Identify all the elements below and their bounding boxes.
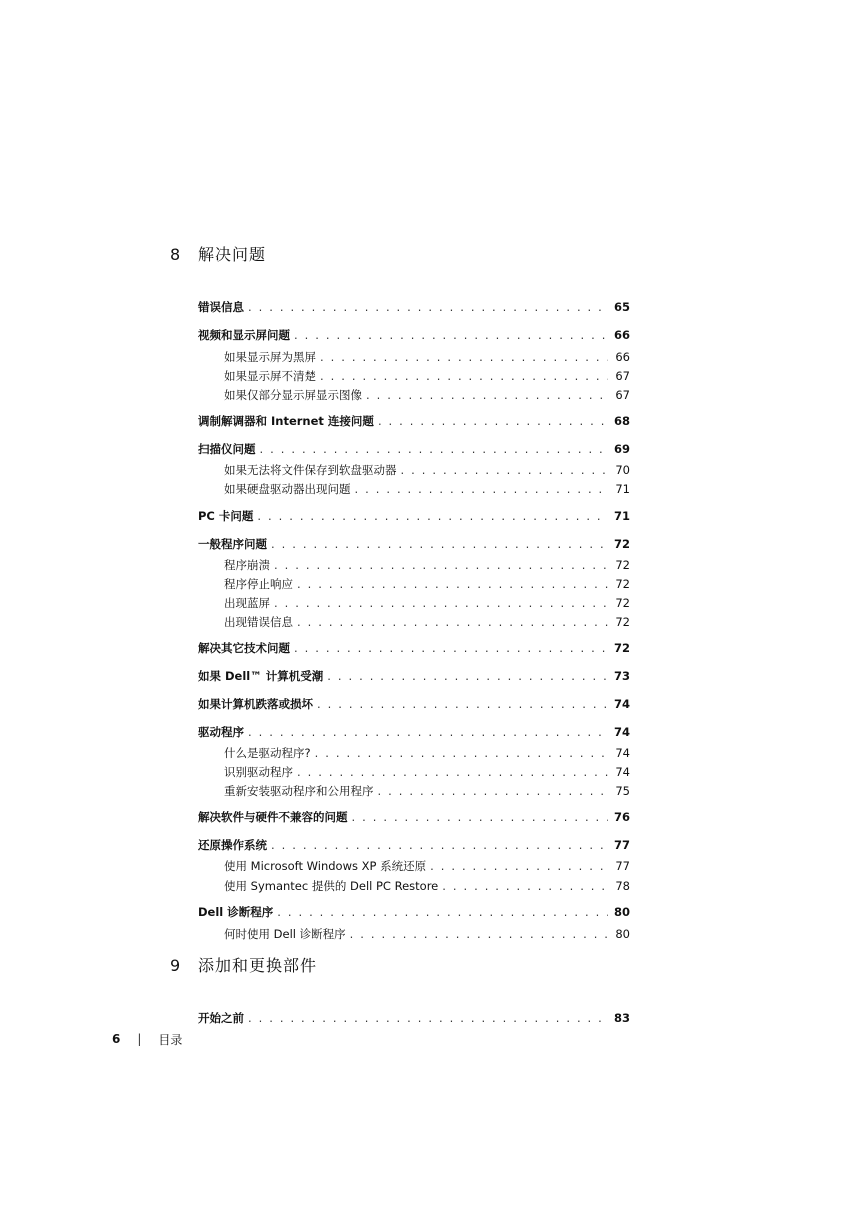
toc-entry[interactable] (198, 1010, 630, 1026)
toc-entry[interactable] (198, 536, 630, 552)
dot-leader (378, 783, 609, 799)
toc-entry[interactable] (198, 299, 630, 315)
toc-entry-label: 错误信息 (198, 300, 244, 314)
toc-page-number: 66 (613, 328, 630, 342)
toc-page-number: 65 (613, 300, 630, 314)
dot-leader (350, 926, 608, 942)
chapter-title: 解决问题 (198, 245, 267, 264)
footer-separator: | (137, 1032, 142, 1046)
toc-subentry[interactable] (224, 462, 630, 478)
dot-leader (378, 413, 608, 429)
toc-page-number: 73 (613, 669, 630, 683)
dot-leader (401, 462, 609, 478)
toc-subentry[interactable] (224, 557, 630, 573)
toc-entry-label: 使用 Microsoft Windows XP 系统还原 (224, 859, 427, 873)
toc-page-number: 71 (615, 482, 630, 496)
dot-leader (355, 481, 609, 497)
dot-leader (430, 858, 608, 874)
dot-leader (271, 837, 608, 853)
toc-entry[interactable] (198, 327, 630, 343)
toc-subentry[interactable] (224, 481, 630, 497)
toc-subentry[interactable] (224, 387, 630, 403)
toc-entry-label: 如果 Dell™ 计算机受潮 (198, 669, 324, 683)
toc-entry-label: 何时使用 Dell 诊断程序 (224, 927, 346, 941)
toc-subentry[interactable] (224, 595, 630, 611)
dot-leader (271, 536, 608, 552)
toc-entry-label: 如果硬盘驱动器出现问题 (224, 482, 351, 496)
chapter-heading (170, 953, 630, 977)
toc-entry[interactable] (198, 809, 630, 825)
page-footer (112, 1030, 182, 1048)
dot-leader (320, 368, 608, 384)
toc-entry-label: 如果显示屏不清楚 (224, 369, 316, 383)
toc-entry[interactable] (198, 724, 630, 740)
toc-subentry[interactable] (224, 576, 630, 592)
chapter-number: 8 (170, 245, 181, 264)
toc-entry-label: 如果显示屏为黑屏 (224, 350, 316, 364)
dot-leader (294, 640, 608, 656)
toc-entry[interactable] (198, 837, 630, 853)
toc-entry-label: 开始之前 (198, 1011, 244, 1025)
toc-entry-label: 程序停止响应 (224, 577, 293, 591)
dot-leader (442, 878, 608, 894)
toc-entry-label: 扫描仪问题 (198, 442, 256, 456)
dot-leader (248, 724, 608, 740)
toc-page-number: 71 (613, 509, 630, 523)
toc-subentry[interactable] (224, 614, 630, 630)
toc-page-number: 74 (613, 725, 630, 739)
toc-entry-label: 出现蓝屏 (224, 596, 270, 610)
toc-page-number: 74 (615, 765, 630, 779)
toc-entry-label: 什么是驱动程序? (224, 746, 311, 760)
dot-leader (294, 327, 608, 343)
toc-page-number: 74 (615, 746, 630, 760)
toc-entry-label: 视频和显示屏问题 (198, 328, 290, 342)
toc-entry-label: PC 卡问题 (198, 509, 254, 523)
toc-entry-label: Dell 诊断程序 (198, 905, 274, 919)
dot-leader (317, 696, 608, 712)
toc-page-number: 72 (613, 641, 630, 655)
toc-page-number: 80 (615, 927, 630, 941)
toc-page-number: 77 (615, 859, 630, 873)
toc-entry-label: 解决其它技术问题 (198, 641, 290, 655)
toc-page-number: 83 (613, 1011, 630, 1025)
chapter-title: 添加和更换部件 (198, 956, 318, 975)
toc-page-number: 80 (613, 905, 630, 919)
dot-leader (248, 299, 608, 315)
dot-leader (277, 904, 608, 920)
dot-leader (352, 809, 609, 825)
toc-subentry[interactable] (224, 745, 630, 761)
footer-page-number: 6 (112, 1032, 121, 1046)
toc-page-number: 76 (613, 810, 630, 824)
toc-entry[interactable] (198, 508, 630, 524)
toc-page-number: 67 (615, 369, 630, 383)
toc-page-number: 77 (613, 838, 630, 852)
dot-leader (366, 387, 608, 403)
toc-entry[interactable] (198, 904, 630, 920)
toc-entry-label: 驱动程序 (198, 725, 244, 739)
toc-page-number: 69 (613, 442, 630, 456)
toc-page-number: 72 (615, 615, 630, 629)
footer-section-title: 目录 (158, 1032, 183, 1047)
toc-page-number: 75 (615, 784, 630, 798)
toc-entry-label: 识别驱动程序 (224, 765, 293, 779)
toc-entry[interactable] (198, 668, 630, 684)
toc-entry[interactable] (198, 413, 630, 429)
toc-entry-label: 使用 Symantec 提供的 Dell PC Restore (224, 879, 439, 893)
toc-entry-label: 调制解调器和 Internet 连接问题 (198, 414, 374, 428)
toc-page-number: 78 (615, 879, 630, 893)
dot-leader (274, 595, 608, 611)
toc-entry-label: 一般程序问题 (198, 537, 267, 551)
chapter-heading (170, 242, 630, 266)
toc-subentry[interactable] (224, 858, 630, 874)
toc-entry[interactable] (198, 441, 630, 457)
toc-entry[interactable] (198, 640, 630, 656)
dot-leader (297, 764, 608, 780)
toc-entry[interactable] (198, 696, 630, 712)
toc-entry-label: 如果计算机跌落或损坏 (198, 697, 313, 711)
dot-leader (320, 349, 608, 365)
toc-page-number: 72 (615, 596, 630, 610)
toc-entry-label: 还原操作系统 (198, 838, 267, 852)
chapter-number: 9 (170, 956, 181, 975)
chapter-8 (170, 242, 630, 941)
chapter-9 (170, 953, 630, 1025)
toc-entry-label: 程序崩溃 (224, 558, 270, 572)
toc-page-number: 66 (615, 350, 630, 364)
toc-subentry[interactable] (224, 368, 630, 384)
toc-page-number: 68 (613, 414, 630, 428)
toc-entry-label: 如果无法将文件保存到软盘驱动器 (224, 463, 397, 477)
toc-page-number: 70 (615, 463, 630, 477)
toc-subentry[interactable] (224, 349, 630, 365)
dot-leader (274, 557, 608, 573)
dot-leader (315, 745, 608, 761)
toc-entry-label: 重新安装驱动程序和公用程序 (224, 784, 374, 798)
toc-subentry[interactable] (224, 926, 630, 942)
toc-entry-label: 如果仅部分显示屏显示图像 (224, 388, 362, 402)
toc-page-number: 67 (615, 388, 630, 402)
toc-subentry[interactable] (224, 764, 630, 780)
dot-leader (327, 668, 608, 684)
dot-leader (297, 576, 608, 592)
toc-page-number: 72 (613, 537, 630, 551)
toc-entry-label: 出现错误信息 (224, 615, 293, 629)
toc-subentry[interactable] (224, 783, 630, 799)
toc-page-number: 74 (613, 697, 630, 711)
dot-leader (248, 1010, 608, 1026)
dot-leader (260, 441, 609, 457)
toc-entry-label: 解决软件与硬件不兼容的问题 (198, 810, 348, 824)
toc-page-number: 72 (615, 577, 630, 591)
dot-leader (257, 508, 608, 524)
dot-leader (297, 614, 608, 630)
toc-subentry[interactable] (224, 878, 630, 894)
toc-page-number: 72 (615, 558, 630, 572)
